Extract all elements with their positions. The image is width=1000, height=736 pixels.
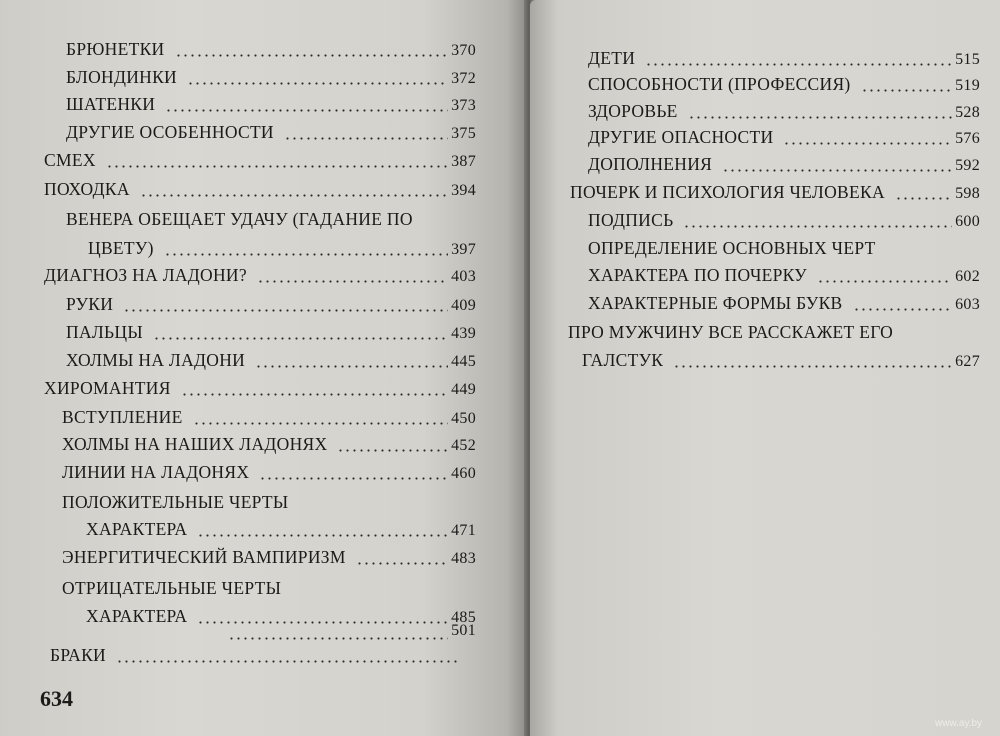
leader-dots	[853, 297, 953, 311]
toc-entry	[88, 238, 476, 262]
toc-entry	[62, 462, 476, 486]
toc-entry-title: ДРУГИЕ ОПАСНОСТИ	[588, 127, 774, 147]
toc-entry	[62, 407, 476, 431]
toc-entry	[588, 127, 980, 151]
toc-entry-page: 449	[451, 381, 476, 398]
toc-entry-page: 370	[451, 42, 476, 59]
toc-entry	[86, 519, 476, 543]
toc-entry-title: ПОЧЕРК И ПСИХОЛОГИЯ ЧЕЛОВЕКА	[570, 182, 885, 202]
toc-entry-page: 515	[955, 51, 980, 68]
toc-entry-title: ОПРЕДЕЛЕНИЕ ОСНОВНЫХ ЧЕРТ	[588, 238, 876, 258]
toc-entry-title: ХАРАКТЕРА	[86, 606, 188, 626]
toc-entry-page: 372	[451, 70, 476, 87]
toc-entry-page: 576	[955, 130, 980, 147]
leader-dots	[356, 551, 448, 565]
toc-entry	[66, 322, 476, 346]
leader-dots	[817, 269, 952, 283]
toc-entry	[50, 645, 460, 669]
toc-entry-title: ПРО МУЖЧИНУ ВСЕ РАССКАЖЕТ ЕГО	[568, 322, 894, 342]
toc-entry	[588, 101, 980, 125]
toc-entry-page: 387	[451, 153, 476, 170]
toc-entry-title: ДРУГИЕ ОСОБЕННОСТИ	[66, 122, 274, 142]
toc-entry	[44, 150, 476, 174]
leader-dots	[722, 158, 952, 172]
leader-dots	[181, 382, 448, 396]
toc-entry-title: ХОЛМЫ НА ЛАДОНИ	[66, 350, 246, 370]
toc-entry-title: ПОХОДКА	[44, 179, 130, 199]
toc-entry-title: ХИРОМАНТИЯ	[44, 378, 171, 398]
toc-entry-title: ХАРАКТЕРНЫЕ ФОРМЫ БУКВ	[588, 293, 843, 313]
toc-entry-page: 439	[451, 325, 476, 342]
toc-entry-page: 375	[451, 125, 476, 142]
toc-entry-page: 483	[451, 550, 476, 567]
toc-entry-title: ЛИНИИ НА ЛАДОНЯХ	[62, 462, 250, 482]
toc-entry-page: 394	[451, 182, 476, 199]
leader-dots	[284, 126, 448, 140]
leader-dots	[193, 411, 449, 425]
toc-entry-title: ХОЛМЫ НА НАШИХ ЛАДОНЯХ	[62, 434, 328, 454]
toc-entry-page: 397	[451, 241, 476, 258]
toc-entry	[588, 210, 980, 234]
toc-entry	[588, 74, 980, 98]
toc-entry-page: 373	[451, 97, 476, 114]
toc-entry-page: 592	[955, 157, 980, 174]
toc-entry	[66, 67, 476, 91]
toc-entry-page: 471	[451, 522, 476, 539]
toc-entry-title: ПОДПИСЬ	[588, 210, 674, 230]
toc-entry-page: 603	[955, 296, 980, 313]
toc-entry-title: ВЕНЕРА ОБЕЩАЕТ УДАЧУ (ГАДАНИЕ ПО	[66, 209, 413, 229]
toc-entry-title: ХАРАКТЕРА	[86, 519, 188, 539]
leader-dots	[153, 326, 448, 340]
toc-entry-page: 600	[955, 213, 980, 230]
toc-entry-title: ХАРАКТЕРА ПО ПОЧЕРКУ	[588, 265, 807, 285]
toc-entry	[44, 378, 476, 402]
toc-entry	[588, 154, 980, 178]
leader-dots	[106, 154, 448, 168]
leader-dots	[257, 269, 448, 283]
toc-entry-title: БРАКИ	[50, 645, 106, 665]
leader-dots	[187, 71, 448, 85]
toc-entry-title: ЦВЕТУ)	[88, 238, 154, 258]
leader-dots	[688, 105, 952, 119]
leader-dots	[683, 214, 952, 228]
leader-dots	[255, 354, 448, 368]
toc-entry-title: ПАЛЬЦЫ	[66, 322, 143, 342]
toc-entry-page: 403	[451, 268, 476, 285]
toc-entry-title: ЭНЕРГИТИЧЕСКИЙ ВАМПИРИЗМ	[62, 547, 346, 567]
leader-dots	[783, 131, 952, 145]
leader-dots	[673, 354, 952, 368]
toc-entry-title: ВСТУПЛЕНИЕ	[62, 407, 183, 427]
toc-entry-title: ПОЛОЖИТЕЛЬНЫЕ ЧЕРТЫ	[62, 492, 289, 512]
leader-dots	[164, 242, 448, 256]
toc-entry-title: ОТРИЦАТЕЛЬНЫЕ ЧЕРТЫ	[62, 578, 282, 598]
leader-dots	[140, 183, 448, 197]
toc-entry	[588, 293, 980, 317]
leader-dots	[645, 52, 952, 66]
toc-entry	[218, 622, 476, 646]
toc-entry-title: ГАЛСТУК	[582, 350, 664, 370]
watermark: www.ay.by	[935, 718, 983, 729]
toc-entry-title: РУКИ	[66, 294, 114, 314]
toc-entry-page: 519	[955, 77, 980, 94]
toc-entry	[588, 265, 980, 289]
toc-entry-title: ДЕТИ	[588, 48, 636, 68]
toc-entry	[66, 122, 476, 146]
leader-dots	[895, 186, 952, 200]
toc-entry	[570, 182, 980, 206]
toc-entry	[582, 350, 980, 374]
toc-entry-title: БРЮНЕТКИ	[66, 39, 165, 59]
leader-dots	[197, 523, 448, 537]
leader-dots	[116, 649, 457, 663]
toc-entry-page: 452	[451, 437, 476, 454]
toc-entry-title: ДИАГНОЗ НА ЛАДОНИ?	[44, 265, 247, 285]
toc-entry-page: 485	[451, 609, 476, 626]
toc-entry-page: 450	[451, 410, 476, 427]
leader-dots	[123, 298, 448, 312]
toc-entry-title: ДОПОЛНЕНИЯ	[588, 154, 713, 174]
leader-dots	[861, 78, 953, 92]
toc-entry-title: ЗДОРОВЬЕ	[588, 101, 678, 121]
toc-entry	[44, 265, 476, 289]
leader-dots	[228, 626, 448, 640]
toc-entry	[66, 294, 476, 318]
toc-entry-title: СПОСОБНОСТИ (ПРОФЕССИЯ)	[588, 74, 851, 94]
leader-dots	[175, 43, 449, 57]
leader-dots	[259, 466, 448, 480]
leader-dots	[165, 98, 448, 112]
right-page	[530, 0, 1000, 736]
toc-entry-page: 528	[955, 104, 980, 121]
toc-entry	[588, 48, 980, 72]
toc-entry	[66, 350, 476, 374]
toc-entry	[62, 547, 476, 571]
toc-entry-page: 602	[955, 268, 980, 285]
leader-dots	[337, 438, 448, 452]
toc-entry-title: ШАТЕНКИ	[66, 94, 156, 114]
toc-entry-page: 409	[451, 297, 476, 314]
toc-entry	[66, 94, 476, 118]
toc-entry-page: 501	[451, 622, 476, 639]
toc-entry	[66, 39, 476, 63]
toc-entry	[44, 179, 476, 203]
toc-entry-title: БЛОНДИНКИ	[66, 67, 177, 87]
toc-entry-page: 445	[451, 353, 476, 370]
page-number: 634	[40, 686, 73, 711]
toc-entry	[62, 434, 476, 458]
toc-entry-title: СМЕХ	[44, 150, 96, 170]
toc-entry-page: 598	[955, 185, 980, 202]
toc-entry-page: 460	[451, 465, 476, 482]
toc-entry-page: 627	[955, 353, 980, 370]
